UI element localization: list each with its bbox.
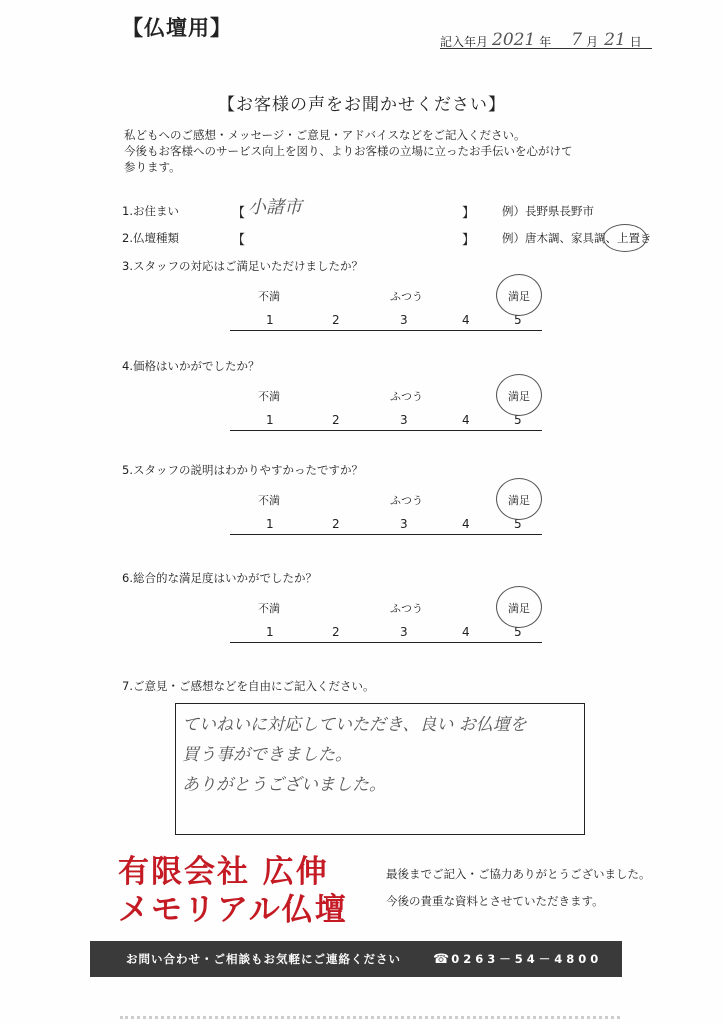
intro-line: 参ります。 [124,160,181,174]
q2-bracket-close: 】 [462,233,476,248]
comment-line: 買う事ができました。 [182,745,352,765]
rating-option-2[interactable]: 2 [332,313,340,327]
comment-line: ありがとうございました。 [182,775,386,795]
q1-answer[interactable]: 小諸市 [248,197,302,218]
date-underline [440,48,652,49]
q2-example: 例）唐木調、家具調、上置き [502,231,652,245]
rating-option-4[interactable]: 4 [462,313,470,327]
selected-rating-circle [496,478,542,520]
scale-label-middle: ふつう [390,494,423,507]
scale-line [230,330,542,331]
date-month-value: 7 [571,30,583,50]
scale-label-left: 不満 [258,390,280,403]
form-type-label: 【仏壇用】 [122,16,232,40]
contact-text: お問い合わせ・ご相談もお気軽にご連絡ください [126,952,401,966]
question-label: 3.スタッフの対応はご満足いただけましたか？ [122,259,363,273]
company-name: 有限会社 広伸 [118,854,329,890]
rating-option-5[interactable]: 5 [514,413,522,427]
q1-example: 例）長野県長野市 [502,204,594,218]
phone-icon: ☎ [433,951,450,967]
rating-option-5[interactable]: 5 [514,517,522,531]
rating-option-4[interactable]: 4 [462,517,470,531]
scale-label-right: 満足 [508,290,530,303]
scale-label-right: 満足 [508,390,530,403]
rating-option-2[interactable]: 2 [332,413,340,427]
selected-rating-circle [496,586,542,628]
rating-option-1[interactable]: 1 [266,313,274,327]
q1-label: 1.お住まい [122,204,179,218]
rating-option-5[interactable]: 5 [514,625,522,639]
intro-line: 私どもへのご感想・メッセージ・ご意見・アドバイスなどをご記入ください。 [124,128,526,142]
rating-scale [230,492,542,552]
phone-number: 0263－54－4800 [451,952,603,966]
rating-option-4[interactable]: 4 [462,625,470,639]
rating-option-3[interactable]: 3 [400,625,408,639]
scale-label-middle: ふつう [390,602,423,615]
rating-option-1[interactable]: 1 [266,413,274,427]
question-label: 4.価格はいかがでしたか？ [122,359,260,373]
rating-scale [230,388,542,448]
date-year-unit: 年 [539,35,552,49]
intro-text [124,127,604,175]
bottom-divider [120,1016,620,1019]
scale-label-right: 満足 [508,494,530,507]
scale-label-left: 不満 [258,290,280,303]
page-title: 【お客様の声をお聞かせください】 [218,95,506,115]
contact-bar [90,941,622,977]
rating-scale [230,288,542,348]
scale-label-left: 不満 [258,494,280,507]
q2-label: 2.仏壇種類 [122,231,179,245]
selected-rating-circle [496,274,542,316]
scale-label-middle: ふつう [390,290,423,303]
rating-option-2[interactable]: 2 [332,517,340,531]
rating-option-5[interactable]: 5 [514,313,522,327]
company-brand: メモリアル仏壇 [118,892,348,928]
intro-line: 今後もお客様へのサービス向上を図り、よりお客様の立場に立ったお手伝いを心がけて [124,144,573,158]
scale-label-middle: ふつう [390,390,423,403]
date-year-value: 2021 [492,30,536,50]
question-label: 5.スタッフの説明はわかりやすかったですか？ [122,463,363,477]
date-day-unit: 日 [629,35,642,49]
q7-label: 7.ご意見・ご感想などを自由にご記入ください。 [122,679,375,693]
date-day-value: 21 [604,30,626,50]
rating-option-3[interactable]: 3 [400,413,408,427]
rating-scale [230,600,542,660]
rating-option-3[interactable]: 3 [400,313,408,327]
q2-bracket-open: 【 [232,233,246,248]
phone-number-group[interactable] [433,951,602,967]
rating-option-1[interactable]: 1 [266,625,274,639]
date-month-unit: 月 [586,35,599,49]
entry-date [440,30,642,50]
selected-rating-circle [496,374,542,416]
q2-selected-circle[interactable] [603,224,647,252]
scale-label-right: 満足 [508,602,530,615]
question-label: 6.総合的な満足度はいかがでしたか？ [122,571,317,585]
comment-text [182,710,527,800]
rating-option-3[interactable]: 3 [400,517,408,531]
q1-bracket-open: 【 [232,206,246,221]
scale-line [230,430,542,431]
scale-label-left: 不満 [258,602,280,615]
q1-bracket-close: 】 [462,206,476,221]
rating-option-4[interactable]: 4 [462,413,470,427]
thanks-line: 最後までご記入・ご協力ありがとうございました。 [386,867,651,881]
comment-line: ていねいに対応していただき、良い お仏壇を [182,715,527,735]
scale-line [230,534,542,535]
date-label: 記入年月 [440,35,489,49]
rating-option-1[interactable]: 1 [266,517,274,531]
scale-line [230,642,542,643]
thanks-line: 今後の貴重な資料とさせていただきます。 [386,894,604,908]
rating-option-2[interactable]: 2 [332,625,340,639]
